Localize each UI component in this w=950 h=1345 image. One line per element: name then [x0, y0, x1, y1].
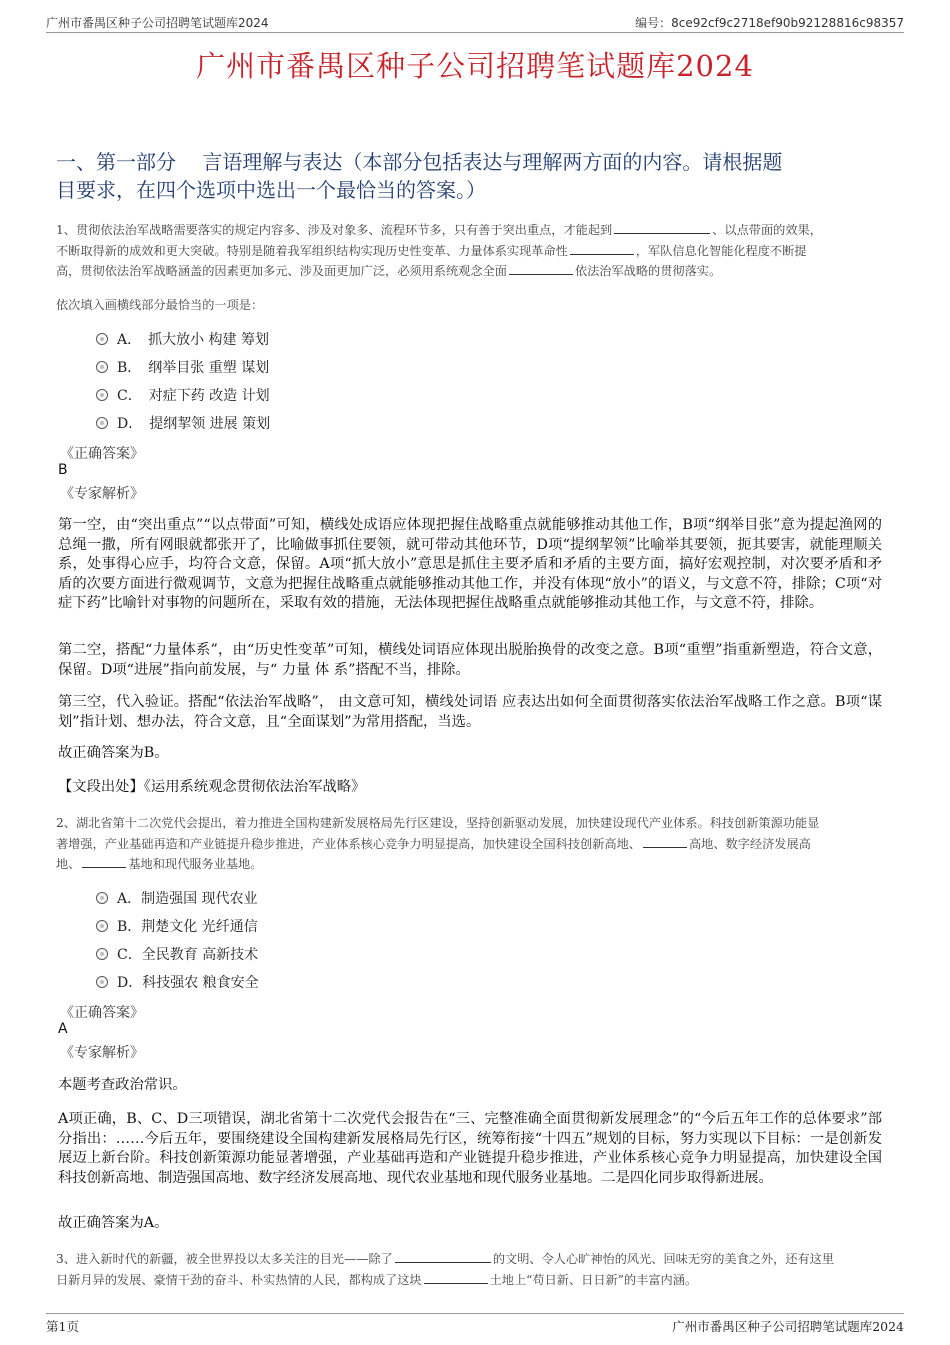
q2-text: 高地、数字经济发展高	[689, 836, 811, 851]
q1-text: 1、贯彻依法治军战略需要落实的规定内容多、涉及对象多、流程环节多，只有善于突出重点，才能起到	[56, 223, 613, 237]
q3-blank-2	[424, 1270, 488, 1284]
section-heading-line-2: 目要求，在四个选项中选出一个最恰当的答案。）	[56, 178, 486, 202]
radio-icon[interactable]	[96, 417, 108, 429]
q2-text: 地、	[56, 857, 81, 871]
q1-source: 【文段出处】《运用系统观念贯彻依法治军战略》	[58, 779, 366, 795]
q2-blank-1	[643, 834, 687, 848]
q2-option-d[interactable]	[96, 973, 259, 993]
q2-answer: A	[58, 1021, 68, 1037]
radio-icon[interactable]	[96, 976, 108, 988]
question-2-stem	[56, 813, 894, 875]
q1-text: 依法治军战略的贯彻落实。	[574, 264, 722, 278]
option-label: A． 抓大放小 构建 筹划	[117, 332, 270, 348]
q3-blank-1	[395, 1249, 491, 1263]
page-number: 第1页	[46, 1319, 79, 1334]
q3-text: 的文明、令人心旷神怡的风光、回味无穷的美食之外，还有这里	[492, 1252, 835, 1266]
q2-option-b[interactable]	[96, 917, 258, 937]
q3-text: 土地上“苟日新、日日新”的丰富内涵。	[489, 1272, 698, 1287]
q1-blank-1	[614, 220, 710, 234]
q2-option-c[interactable]	[96, 945, 258, 965]
q1-option-c[interactable]	[96, 386, 270, 406]
q1-answer: B	[58, 462, 68, 478]
q1-conclusion: 故正确答案为B。	[58, 745, 169, 761]
q1-text: 不断取得新的成效和更大突破。特别是随着我军组织结构实现历史性变革、力量体系实现革命性	[56, 243, 568, 258]
option-label: C．全民教育 高新技术	[117, 947, 259, 963]
q1-analysis-p3: 第三空，代入验证。搭配“依法治军战略”， 由文意可知，横线处词语 应表达出如何全面贯彻落实依法治军战略工作之意。B项“谋划”指计划、想办法，符合文意，且“全面谋划”为常用搭配，当选。	[58, 694, 882, 730]
q1-option-d[interactable]	[96, 414, 270, 434]
page-footer	[46, 1317, 904, 1335]
section-heading-line-1: 一、第一部分 言语理解与表达（本部分包括表达与理解两方面的内容。请根据题	[56, 150, 783, 174]
header-left-title: 广州市番禺区种子公司招聘笔试题库2024	[46, 16, 269, 30]
option-label: D．科技强农 粮食安全	[117, 975, 259, 991]
q2-blank-2	[82, 854, 126, 868]
option-label: D． 提纲挈领 进展 策划	[117, 416, 271, 432]
question-3-stem	[56, 1249, 894, 1290]
q1-analysis-p1: 第一空，由“突出重点”“以点带面”可知，横线处成语应体现把握住战略重点就能够推动其他工作，B项“纲举目张”意为提起渔网的总绳一撒，所有网眼就都张开了，比喻做事抓住要领，就可带动其他环节，D项“提纲挈领”比喻举其要领，扼其要害，就能理顺关系，处事得心应手，均符合文意，保留。A项“抓大放小”意思是抓住主要矛盾和矛盾的主要方面，搞好宏观控制，对次要矛盾和矛盾的次要方面进行微观调节，文意为把握住战略重点就能够推动其他工作，并没有体现“放小”的语义，与文意不符，排除；C项“对症下药”比喻针对事物的问题所在，采取有效的措施，无法体现把握住战略重点就能够推动其他工作，与文意不符，排除。	[58, 517, 882, 611]
q1-option-b[interactable]	[96, 358, 269, 378]
q1-text: ，军队信息化智能化程度不断提	[635, 243, 807, 258]
page-title: 广州市番禺区种子公司招聘笔试题库2024	[196, 49, 754, 83]
q2-conclusion: 故正确答案为A。	[58, 1215, 169, 1231]
q1-blank-2	[570, 241, 634, 255]
radio-icon[interactable]	[96, 948, 108, 960]
header-divider	[46, 32, 904, 33]
option-label: B． 纲举目张 重塑 谋划	[117, 360, 270, 376]
page-header	[46, 14, 904, 32]
footer-divider	[46, 1313, 904, 1314]
q3-text: 日新月异的发展、豪情干劲的奋斗、朴实热情的人民，都构成了这块	[56, 1272, 422, 1287]
q2-text: 著增强，产业基础再造和产业链提升稳步推进，产业体系核心竞争力明显提高，加快建设全国科技创新高地、	[56, 836, 641, 851]
q2-expert-analysis-label: 《专家解析》	[60, 1045, 144, 1061]
q1-expert-analysis-label: 《专家解析》	[60, 486, 144, 502]
q1-correct-answer-label: 《正确答案》	[60, 446, 144, 462]
radio-icon[interactable]	[96, 333, 108, 345]
section-heading	[56, 148, 894, 204]
radio-icon[interactable]	[96, 389, 108, 401]
q1-text: 、以点带面的效果，	[712, 223, 822, 237]
option-label: C． 对症下药 改造 计划	[117, 388, 270, 404]
q1-blank-3	[509, 261, 573, 275]
q2-text: 基地和现代服务业基地。	[128, 857, 263, 871]
radio-icon[interactable]	[96, 361, 108, 373]
q2-correct-answer-label: 《正确答案》	[60, 1005, 144, 1021]
option-label: B．荆楚文化 光纤通信	[117, 919, 258, 935]
radio-icon[interactable]	[96, 920, 108, 932]
q2-option-a[interactable]	[96, 889, 258, 909]
q2-analysis-p2: A项正确，B、C、D三项错误，湖北省第十二次党代会报告在“三、完整准确全面贯彻新发展理念”的“今后五年工作的总体要求”部分指出：……今后五年，要围绕建设全国构建新发展格局先行区，统筹衔接“十四五”规划的目标，努力实现以下目标：一是创新发展迈上新台阶。科技创新策源功能显著增强，产业基础再造和产业链提升稳步推进，产业体系核心竞争力明显提高，加快建设全国科技创新高地、制造强国高地、数字经济发展高地、现代农业基地和现代服务业基地。二是四化同步取得新进展。	[58, 1111, 882, 1186]
q3-text: 3、进入新时代的新疆，被全世界投以太多关注的目光——除了	[56, 1252, 393, 1266]
q2-text: 2、湖北省第十二次党代会提出，着力推进全国构建新发展格局先行区建设，坚持创新驱动发展，加快建设现代产业体系。科技创新策源功能显	[56, 816, 820, 830]
radio-icon[interactable]	[96, 892, 108, 904]
q1-option-a[interactable]	[96, 330, 269, 350]
question-1-prompt: 依次填入画横线部分最恰当的一项是：	[56, 298, 264, 312]
q1-analysis-p2: 第二空，搭配“力量体系”，由“历史性变革”可知，横线处词语应体现出脱胎换骨的改变之意。B项“重塑”指重新塑造，符合文意，保留。D项“进展”指向前发展，与“ 力量 体 系”搭配不当，排除。	[58, 642, 882, 678]
question-1-stem	[56, 220, 894, 282]
footer-title: 广州市番禺区种子公司招聘笔试题库2024	[672, 1319, 904, 1334]
q1-text: 高，贯彻依法治军战略涵盖的因素更加多元、涉及面更加广泛，必须用系统观念全面	[56, 264, 507, 278]
q2-analysis-p1: 本题考查政治常识。	[58, 1077, 187, 1093]
header-document-id: 编号：8ce92cf9c2718ef90b92128816c98357	[635, 16, 904, 30]
option-label: A．制造强国 现代农业	[117, 891, 258, 907]
